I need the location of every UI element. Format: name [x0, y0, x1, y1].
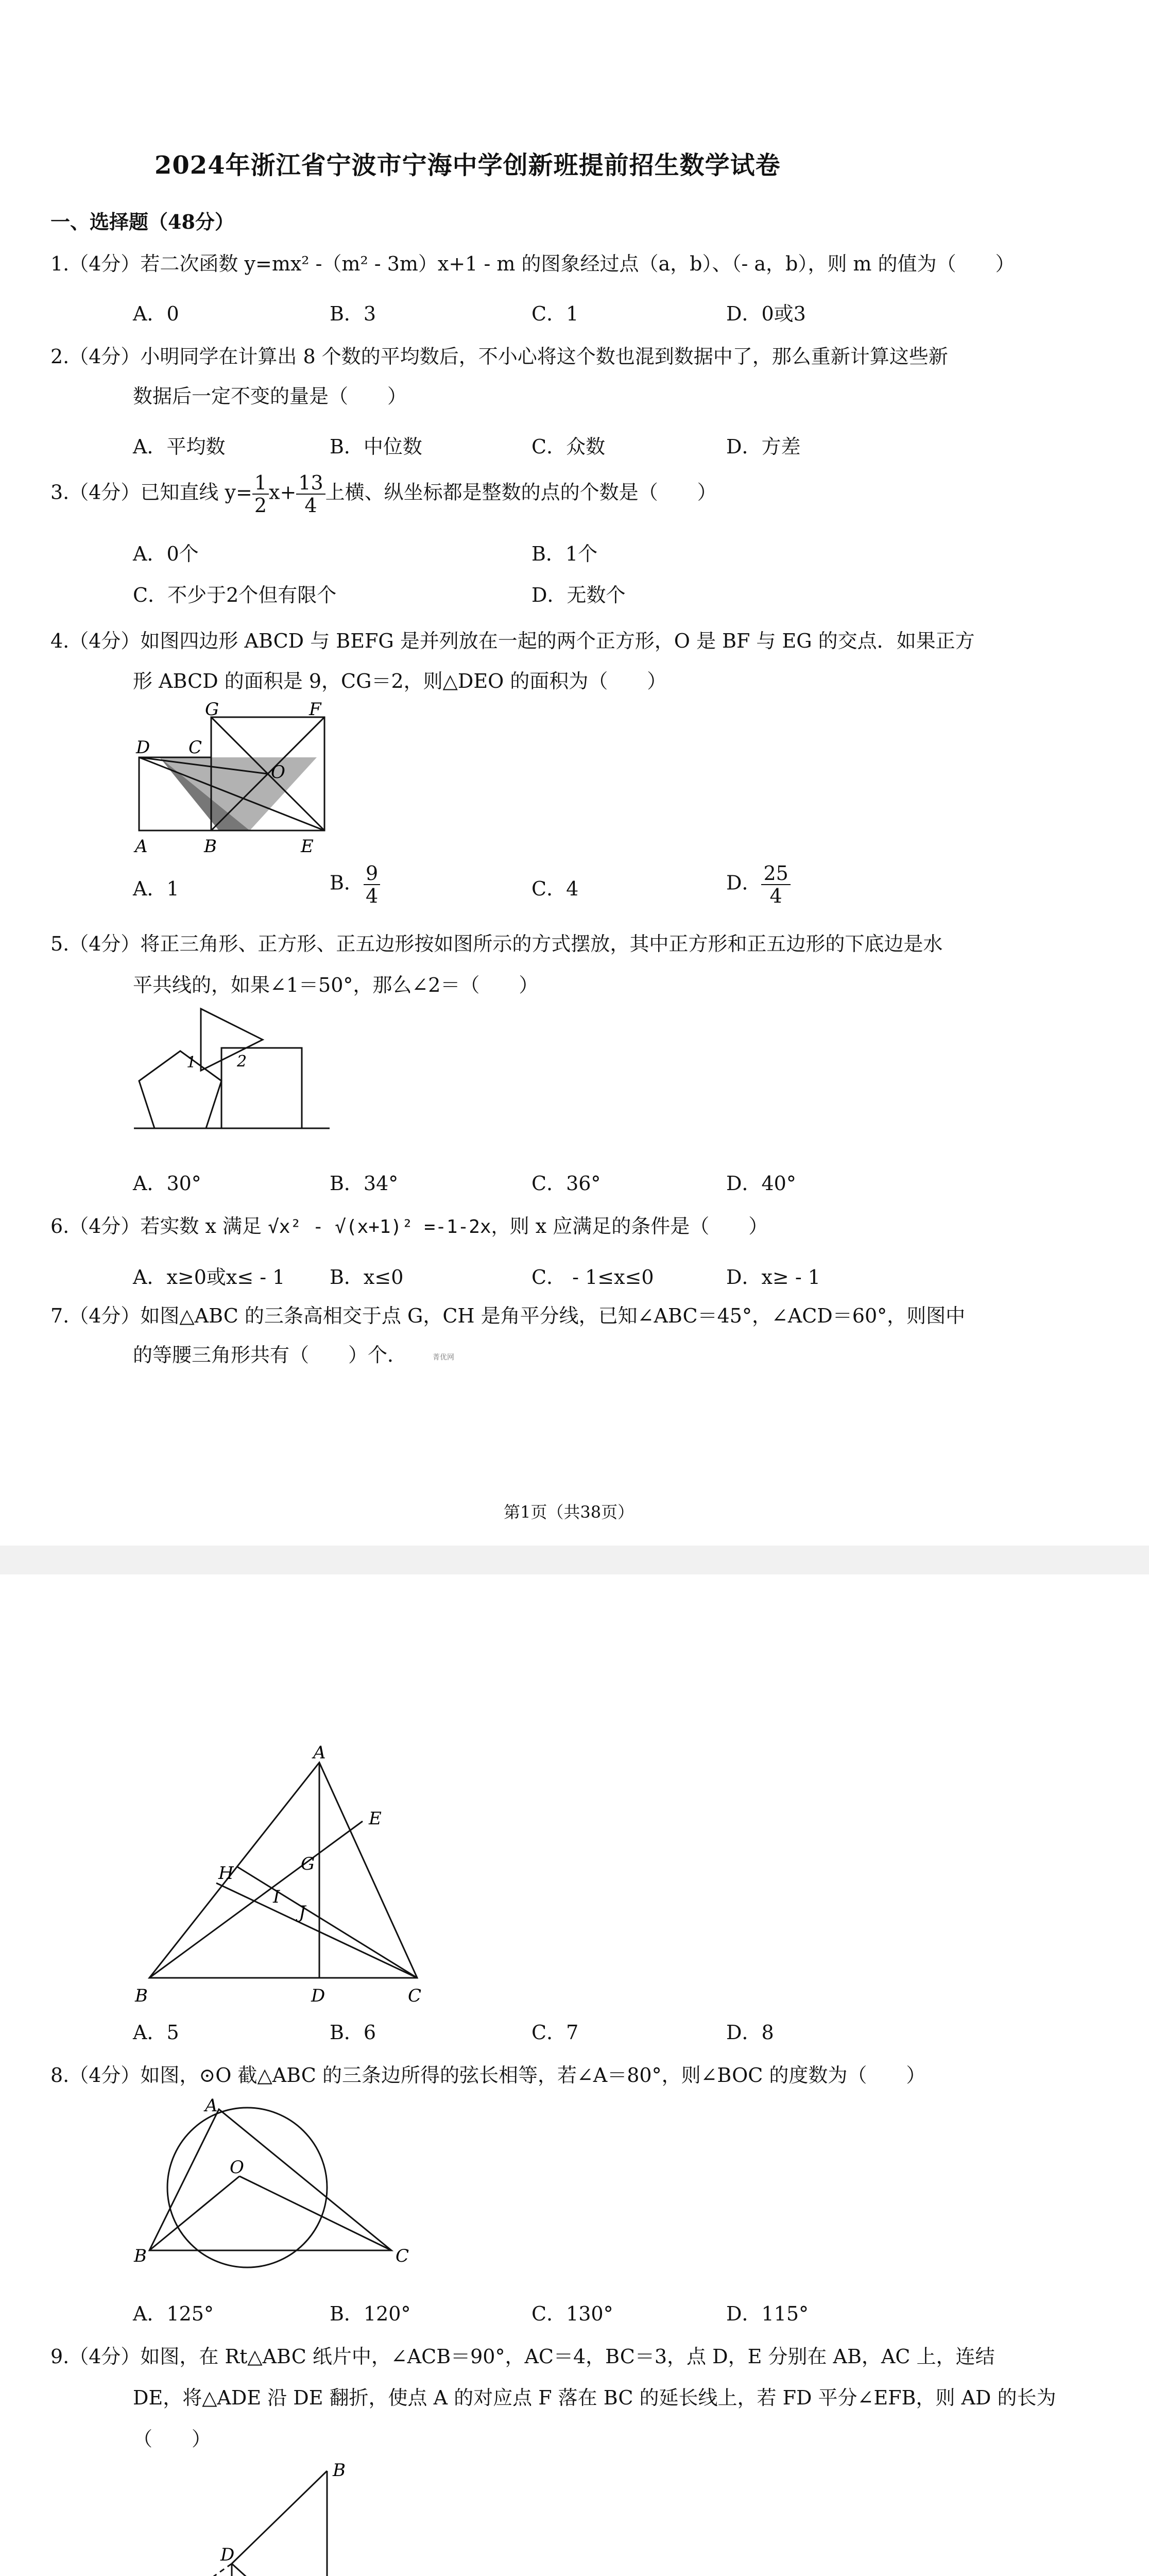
- q7-stem-line2: 的等腰三角形共有（ ）个．: [133, 1344, 407, 1366]
- q7-label-h: H: [218, 1863, 234, 1884]
- q4-option-a: A．1: [133, 877, 179, 900]
- q8-label-c: C: [396, 2246, 409, 2266]
- q3-option-a: A．0个: [133, 543, 199, 565]
- q7-label-b: B: [135, 1986, 148, 2006]
- q6-option-d: D．x≥ - 1: [726, 1266, 820, 1289]
- q8-label-b: B: [134, 2246, 147, 2266]
- q4-label-f: F: [309, 699, 321, 720]
- section-heading: 一、选择题（48分）: [50, 210, 234, 233]
- q3-option-b: B．1个: [531, 543, 598, 565]
- q1-option-a: A．0: [133, 302, 179, 325]
- q7-option-b: B．6: [330, 2021, 376, 2044]
- q5-angle1-label: 1: [186, 1054, 197, 1072]
- q1-stem: 1.（4分）若二次函数 y=mx² -（m² - 3m）x+1 - m 的图象经过点（a，b）、（- a，b），则 m 的值为（ ）: [50, 252, 1015, 275]
- q8-label-o: O: [230, 2157, 244, 2178]
- q2-stem-line2: 数据后一定不变的量是（ ）: [133, 385, 407, 408]
- q5-figure: [129, 1004, 335, 1158]
- q2-option-d: D．方差: [726, 435, 801, 458]
- q5-option-a: A．30°: [133, 1172, 201, 1195]
- q8-stem: 8.（4分）如图，⊙O 截△ABC 的三条边所得的弦长相等，若∠A＝80°，则∠BOC 的度数为（ ）: [50, 2064, 926, 2087]
- q9-label-b: B: [333, 2460, 346, 2481]
- q5-stem-line1: 5.（4分）将正三角形、正方形、正五边形按如图所示的方式摆放，其中正方形和正五边形的下底边是水: [50, 933, 943, 955]
- q4-option-c: C．4: [531, 877, 579, 900]
- q9-segment-db: [232, 2471, 327, 2564]
- q4-label-b: B: [204, 836, 217, 857]
- q9-label-d: D: [220, 2545, 235, 2565]
- q7-label-i: I: [273, 1887, 280, 1907]
- q7-label-e: E: [369, 1808, 382, 1829]
- q2-option-b: B．中位数: [330, 435, 422, 458]
- q7-triangle-abc: [149, 1762, 417, 1978]
- q7-option-a: A．5: [133, 2021, 179, 2044]
- q7-label-j: J: [299, 1902, 306, 1923]
- q7-option-c: C．7: [531, 2021, 579, 2044]
- q3-stem: 3.（4分）已知直线 y= $\frac{1}{2}$ x+ $\frac{13}{4}$ 上横、纵坐标都是整数的点的个数是（ ）: [50, 471, 717, 517]
- q8-figure: [129, 2095, 417, 2275]
- q5-option-d: D．40°: [726, 1172, 796, 1195]
- q4-shaded-right: [160, 757, 317, 831]
- q7-label-a: A: [313, 1742, 326, 1763]
- q5-square: [221, 1048, 302, 1128]
- q7-label-c: C: [408, 1986, 422, 2006]
- q5-option-c: C．36°: [531, 1172, 601, 1195]
- q6-option-c: C． - 1≤x≤0: [531, 1266, 654, 1289]
- q8-label-a: A: [205, 2095, 218, 2116]
- q5-pentagon: [139, 1051, 221, 1128]
- q4-label-o: O: [271, 762, 285, 783]
- exam-title: 2024年浙江省宁波市宁海中学创新班提前招生数学试卷: [155, 151, 781, 180]
- q6-equation: √x² - √(x+1)² =-1-2x，: [268, 1216, 510, 1238]
- q7-line-cf: [237, 1867, 417, 1978]
- q4-label-e: E: [301, 836, 314, 857]
- q1-option-c: C．1: [531, 302, 579, 325]
- q2-stem-line1: 2.（4分）小明同学在计算出 8 个数的平均数后，不小心将这个数也混到数据中了，那么重新计算这些新: [50, 345, 948, 368]
- q5-stem-line2: 平共线的，如果∠1＝50°，那么∠2＝（ ）: [133, 974, 539, 996]
- q4-label-d: D: [136, 737, 150, 758]
- q7-label-g: G: [301, 1854, 315, 1874]
- q8-line-ob: [149, 2176, 239, 2250]
- q1-option-b: B．3: [330, 302, 376, 325]
- q5-angle2-label: 2: [237, 1053, 247, 1071]
- q7-stem-line1: 7.（4分）如图△ABC 的三条高相交于点 G，CH 是角平分线，已知∠ABC＝45°，∠ACD＝60°，则图中: [50, 1304, 966, 1327]
- q4-label-g: G: [205, 699, 219, 720]
- q9-figure: [129, 2461, 366, 2576]
- q7-altitude-be: [149, 1821, 363, 1978]
- q8-option-d: D．115°: [726, 2302, 809, 2325]
- q9-stem-line3: （ ）: [133, 2428, 212, 2450]
- q6-option-b: B．x≤0: [330, 1266, 404, 1289]
- q2-option-c: C．众数: [531, 435, 606, 458]
- q4-label-c: C: [188, 737, 202, 758]
- q9-stem-line1: 9.（4分）如图，在 Rt△ABC 纸片中，∠ACB＝90°，AC＝4，BC＝3，点 D，E 分别在 AB，AC 上，连结: [50, 2345, 995, 2368]
- q7-bisector-ch: [216, 1883, 417, 1978]
- q9-segment-df: [232, 2564, 327, 2576]
- q4-option-b: B． $\frac{9}{4}$: [330, 863, 380, 906]
- q3-option-d: D．无数个: [531, 584, 626, 606]
- q4-stem-line2: 形 ABCD 的面积是 9，CG＝2，则△DEO 的面积为（ ）: [133, 670, 667, 692]
- q4-figure: [129, 699, 355, 860]
- q8-triangle: [149, 2109, 391, 2250]
- q3-option-c: C．不少于2个但有限个: [133, 584, 337, 606]
- q2-option-a: A．平均数: [133, 435, 226, 458]
- page-2: [0, 1574, 1149, 2576]
- q7-option-d: D．8: [726, 2021, 774, 2044]
- q4-label-a: A: [135, 836, 148, 857]
- q5-triangle: [201, 1009, 263, 1071]
- watermark-note: 菁优网: [433, 1353, 454, 1362]
- q6-stem: 6.（4分）若实数 x 满足 √x² - √(x+1)² =-1-2x，则 x 应满足的条件是（ ）: [50, 1215, 768, 1238]
- q7-label-d: D: [311, 1986, 325, 2006]
- q7-figure: [129, 1742, 448, 2015]
- q8-option-c: C．130°: [531, 2302, 613, 2325]
- q9-stem-line2: DE，将△ADE 沿 DE 翻折，使点 A 的对应点 F 落在 BC 的延长线上，若 FD 平分∠EFB，则 AD 的长为: [133, 2386, 1056, 2409]
- q9-dashed-ad: [144, 2564, 232, 2576]
- q4-stem-line1: 4.（4分）如图四边形 ABCD 与 BEFG 是并列放在一起的两个正方形，O 是 BF 与 EG 的交点．如果正方: [50, 630, 975, 652]
- q5-option-b: B．34°: [330, 1172, 399, 1195]
- q1-option-d: D．0或3: [726, 302, 806, 325]
- page-footer-1: 第1页（共38页）: [504, 1502, 634, 1522]
- q8-option-a: A．125°: [133, 2302, 214, 2325]
- q6-option-a: A．x≥0或x≤ - 1: [133, 1266, 285, 1289]
- q8-option-b: B．120°: [330, 2302, 411, 2325]
- q4-option-d: D． $\frac{25}{4}$: [726, 863, 791, 906]
